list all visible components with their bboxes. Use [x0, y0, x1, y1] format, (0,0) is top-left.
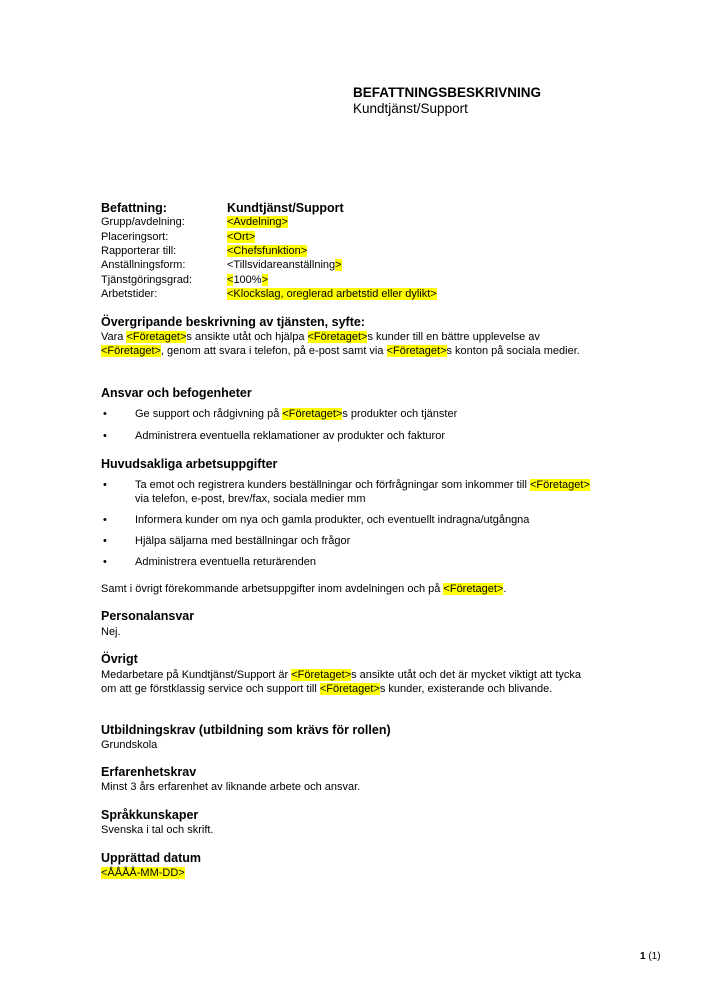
placeholder-highlight: <Avdelning> — [227, 216, 288, 228]
placeholder-highlight: <Företaget> — [291, 669, 352, 681]
text-segment: Hjälpa säljarna med beställningar och frågor — [135, 535, 351, 547]
text-segment: <Tillsvidareanställning — [227, 259, 336, 271]
bullet-icon: • — [103, 535, 107, 547]
text-segment: , genom att svara i telefon, på e-post samt via — [160, 345, 387, 358]
bullet-icon: • — [103, 430, 107, 442]
placeholder-highlight: <Företaget> — [443, 583, 504, 595]
field-label: Tjänstgöringsgrad: — [101, 273, 193, 286]
page-current: 1 — [640, 951, 646, 962]
other-text — [101, 668, 596, 697]
section-heading: Erfarenhetskrav — [101, 765, 197, 779]
placeholder-highlight: < — [227, 273, 234, 286]
placeholder-highlight: <Företaget> — [282, 408, 343, 420]
bullet-text — [135, 478, 595, 507]
page-number — [640, 950, 661, 964]
document-title: BEFATTNINGSBESKRIVNING — [353, 85, 542, 100]
text-segment: Grundskola — [101, 739, 158, 751]
text-segment: Vara — [101, 331, 127, 343]
text-segment: s konton på sociala medier. — [446, 345, 580, 358]
text-segment: Nej. — [101, 626, 121, 638]
placeholder-highlight: <Chefsfunktion> — [227, 245, 308, 257]
placeholder-highlight: <Ort> — [227, 230, 256, 243]
placeholder-highlight: > — [335, 259, 342, 271]
text-segment: Svenska i tal och skrift. — [101, 824, 214, 836]
field-value — [227, 231, 255, 243]
overview-text — [101, 330, 596, 359]
field-value — [227, 245, 307, 257]
page-total: (1) — [648, 951, 661, 962]
field-row — [101, 215, 601, 229]
section-heading: Utbildningskrav (utbildning som krävs för rollen) — [101, 723, 391, 737]
field-label: Arbetstider: — [101, 288, 158, 300]
text-segment: Samt i övrigt förekommande arbetsuppgifter inom avdelningen och på — [101, 583, 444, 595]
placeholder-highlight: <Företaget> — [319, 683, 380, 696]
bullet-icon: • — [103, 408, 107, 420]
text-segment: Minst 3 års erfarenhet av liknande arbete och ansvar. — [101, 781, 361, 793]
position-label: Befattning: — [101, 201, 167, 215]
text-segment: 100% — [233, 273, 262, 286]
date-text — [101, 866, 596, 880]
section-heading: Språkkunskaper — [101, 808, 199, 822]
document-subtitle: Kundtjänst/Support — [353, 101, 468, 116]
bullet-icon: • — [103, 556, 107, 568]
bullet-text — [135, 407, 595, 421]
field-label: Anställningsform: — [101, 259, 186, 271]
staff-text — [101, 625, 596, 639]
text-segment: . — [503, 583, 507, 595]
placeholder-highlight: > — [261, 273, 269, 286]
section-heading: Upprättad datum — [101, 851, 201, 865]
field-value — [227, 274, 268, 286]
section-heading: Övergripande beskrivning av tjänsten, syfte: — [101, 315, 365, 329]
field-row — [101, 230, 601, 244]
text-segment: s ansikte utåt och det är mycket viktigt att tycka om att ge förstklassig service och support till — [101, 669, 581, 696]
text-segment: Ta emot och registrera kunders beställningar och förfrågningar som inkommer till — [135, 479, 530, 491]
placeholder-highlight: <Företaget> — [307, 331, 368, 343]
bullet-icon: • — [103, 479, 107, 491]
section-heading: Övrigt — [101, 652, 138, 666]
bullet-icon: • — [103, 514, 107, 526]
bullet-text — [135, 429, 595, 443]
field-label: Grupp/avdelning: — [101, 216, 185, 228]
field-row — [101, 287, 601, 301]
section-heading: Ansvar och befogenheter — [101, 386, 252, 400]
text-segment: Medarbetare på Kundtjänst/Support är — [101, 669, 292, 681]
bullet-text — [135, 513, 595, 527]
text-segment: s produkter och tjänster — [342, 408, 458, 420]
education-text — [101, 738, 596, 752]
bullet-text — [135, 555, 595, 569]
text-segment: s kunder, existerande och blivande. — [379, 683, 553, 696]
text-segment: via telefon, e-post, brev/fax, sociala medier mm — [135, 493, 366, 506]
placeholder-highlight: <ÅÅÅÅ-MM-DD> — [101, 867, 185, 879]
field-row — [101, 258, 601, 272]
placeholder-highlight: <Klockslag, oreglerad arbetstid eller dylikt> — [227, 288, 437, 300]
field-row — [101, 244, 601, 258]
placeholder-highlight: <Företaget> — [126, 331, 187, 343]
text-segment: Informera kunder om nya och gamla produkter, och eventuellt indragna/utgångna — [135, 514, 530, 526]
text-segment: Administrera eventuella returärenden — [135, 556, 316, 568]
field-value — [227, 216, 288, 228]
bullet-text — [135, 534, 595, 548]
field-label: Rapporterar till: — [101, 245, 177, 257]
languages-text — [101, 823, 596, 837]
field-value — [227, 288, 437, 300]
tasks-footer-text — [101, 582, 596, 596]
text-segment: s ansikte utåt och hjälpa — [186, 331, 308, 343]
experience-text — [101, 780, 596, 794]
section-heading: Huvudsakliga arbetsuppgifter — [101, 457, 278, 471]
text-segment: Ge support och rådgivning på — [135, 408, 283, 420]
field-value — [227, 259, 342, 271]
section-heading: Personalansvar — [101, 609, 195, 623]
placeholder-highlight: <Företaget> — [386, 345, 447, 358]
position-value: Kundtjänst/Support — [227, 201, 344, 215]
placeholder-highlight: <Företaget> — [101, 345, 161, 358]
text-segment: s kunder till en bättre upplevelse av — [367, 331, 540, 343]
placeholder-highlight: <Företaget> — [529, 479, 590, 491]
position-row — [101, 201, 601, 216]
field-label: Placeringsort: — [101, 230, 169, 243]
field-row — [101, 273, 601, 287]
text-segment: Administrera eventuella reklamationer av produkter och fakturor — [135, 430, 445, 442]
